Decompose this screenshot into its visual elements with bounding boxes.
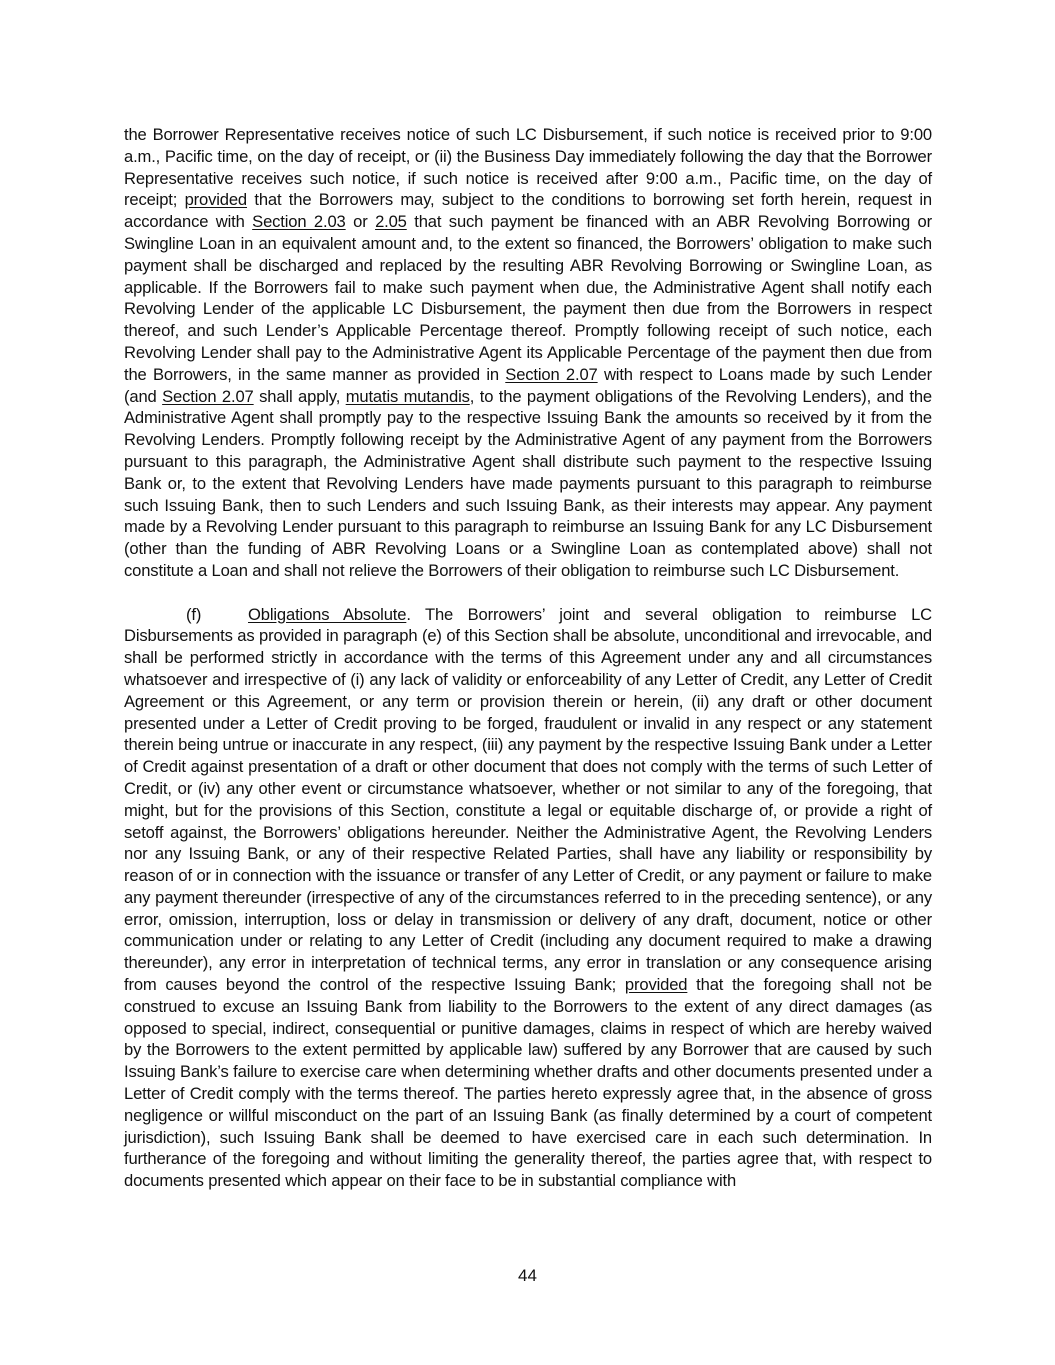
page-number: 44	[518, 1266, 537, 1285]
paragraph-e-continuation	[124, 124, 932, 582]
text-run: that the Borrowers may, subject to the conditions to borrowing set forth herein, request in accordance with	[124, 190, 932, 232]
document-page	[124, 124, 932, 1192]
text-run: shall apply,	[253, 386, 346, 406]
paragraph-label: (f)	[186, 604, 202, 624]
paragraph-f-obligations-absolute	[124, 604, 932, 1193]
text-run: the Borrower Representative receives notice of such LC Disbursement, if such notice is received prior to 9:00 a.m., Pacific time, on the day of receipt, or (ii) the Business Day immediately following the day that the Borrower Representative receives such notice, if such notice is received after 9:00 a.m., Pacific time, on the day of receipt;	[124, 125, 932, 210]
section-reference: Section 2.07	[505, 364, 598, 384]
text-run: or	[345, 212, 376, 232]
underlined-term: mutatis mutandis	[345, 386, 470, 406]
paragraph-heading: Obligations Absolute	[248, 604, 407, 624]
text-run: that such payment be financed with an ABR Revolving Borrowing or Swingline Loan in an equivalent amount and, to the extent so financed, the Borrowers’ obligation to make such payment shall be discharged and replaced by the resulting ABR Revolving Borrowing or Swingline Loan, as applicable. If the Borrowers fail to make such payment when due, the Administrative Agent shall notify each Revolving Lender of the applicable LC Disbursement, the payment then due from the Borrowers in respect thereof, and such Lender’s Applicable Percentage thereof. Promptly following receipt of such notice, each Revolving Lender shall pay to the Administrative Agent its Applicable Percentage of the payment then due from the Borrowers, in the same manner as provided in	[124, 212, 932, 384]
underlined-term: provided	[624, 975, 688, 995]
text-run: . The Borrowers’ joint and several obligation to reimburse LC Disbursements as provided in paragraph (e) of this Section shall be absolute, unconditional and irrevocable, and shall be performed strictly in accordance with the terms of this Agreement under any and all circumstances whatsoever and irrespective of (i) any lack of validity or enforceability of any Letter of Credit, any Letter of Credit Agreement or this Agreement, or any term or provision therein or herein, (ii) any draft or other document presented under a Letter of Credit proving to be forged, fraudulent or invalid in any respect or any statement therein being untrue or inaccurate in any respect, (iii) any payment by the respective Issuing Bank under a Letter of Credit against presentation of a draft or other document that does not comply with the terms of such Letter of Credit, or (iv) any other event or circumstance whatsoever, whether or not similar to any of the foregoing, that might, but for the provisions of this Section, constitute a legal or equitable discharge of, or provide a right of setoff against, the Borrowers’ obligations hereunder. Neither the Administrative Agent, the Revolving Lenders nor any Issuing Bank, or any of their respective Related Parties, shall have any liability or responsibility by reason of or in connection with the issuance or transfer of any Letter of Credit, or any payment or failure to make any payment thereunder (irrespective of any of the circumstances referred to in the preceding sentence), or any error, omission, interruption, loss or delay in transmission or delivery of any draft, document, notice or other communication under or relating to any Letter of Credit (including any document required to make a drawing thereunder), any error in interpretation of technical terms, any error in translation or any consequence arising from causes beyond the control of the respective Issuing Bank;	[124, 604, 932, 995]
text-run: that the foregoing shall not be construed to excuse an Issuing Bank from liability to the Borrowers to the extent of any direct damages (as opposed to special, indirect, consequential or punitive damages, claims in respect of which are hereby waived by the Borrowers to the extent permitted by applicable law) suffered by any Borrower that are caused by such Issuing Bank’s failure to exercise care when determining whether drafts and other documents presented under a Letter of Credit comply with the terms thereof. The parties hereto expressly agree that, in the absence of gross negligence or willful misconduct on the part of an Issuing Bank (as finally determined by a court of competent jurisdiction), such Issuing Bank shall be deemed to have exercised care in each such determination. In furtherance of the foregoing and without limiting the generality thereof, the parties agree that, with respect to documents presented which appear on their face to be in substantial compliance with	[124, 975, 932, 1191]
text-run: with respect to Loans made by such Lender (and	[124, 364, 932, 406]
section-reference: 2.05	[375, 212, 407, 232]
section-reference: Section 2.03	[252, 212, 346, 232]
underlined-term: provided	[184, 190, 248, 210]
text-run: , to the payment obligations of the Revolving Lenders), and the Administrative Agent shall promptly pay to the respective Issuing Bank the amounts so received by it from the Revolving Lenders. Promptly following receipt by the Administrative Agent of any payment from the Borrowers pursuant to this paragraph, the Administrative Agent shall distribute such payment to the respective Issuing Bank or, to the extent that Revolving Lenders have made payments pursuant to this paragraph to reimburse such Issuing Bank, then to such Lenders and such Issuing Bank, as their interests may appear. Any payment made by a Revolving Lender pursuant to this paragraph to reimburse an Issuing Bank for any LC Disbursement (other than the funding of ABR Revolving Loans or a Swingline Loan as contemplated above) shall not constitute a Loan and shall not relieve the Borrowers of their obligation to reimburse such LC Disbursement.	[124, 386, 933, 580]
section-reference: Section 2.07	[162, 386, 254, 406]
